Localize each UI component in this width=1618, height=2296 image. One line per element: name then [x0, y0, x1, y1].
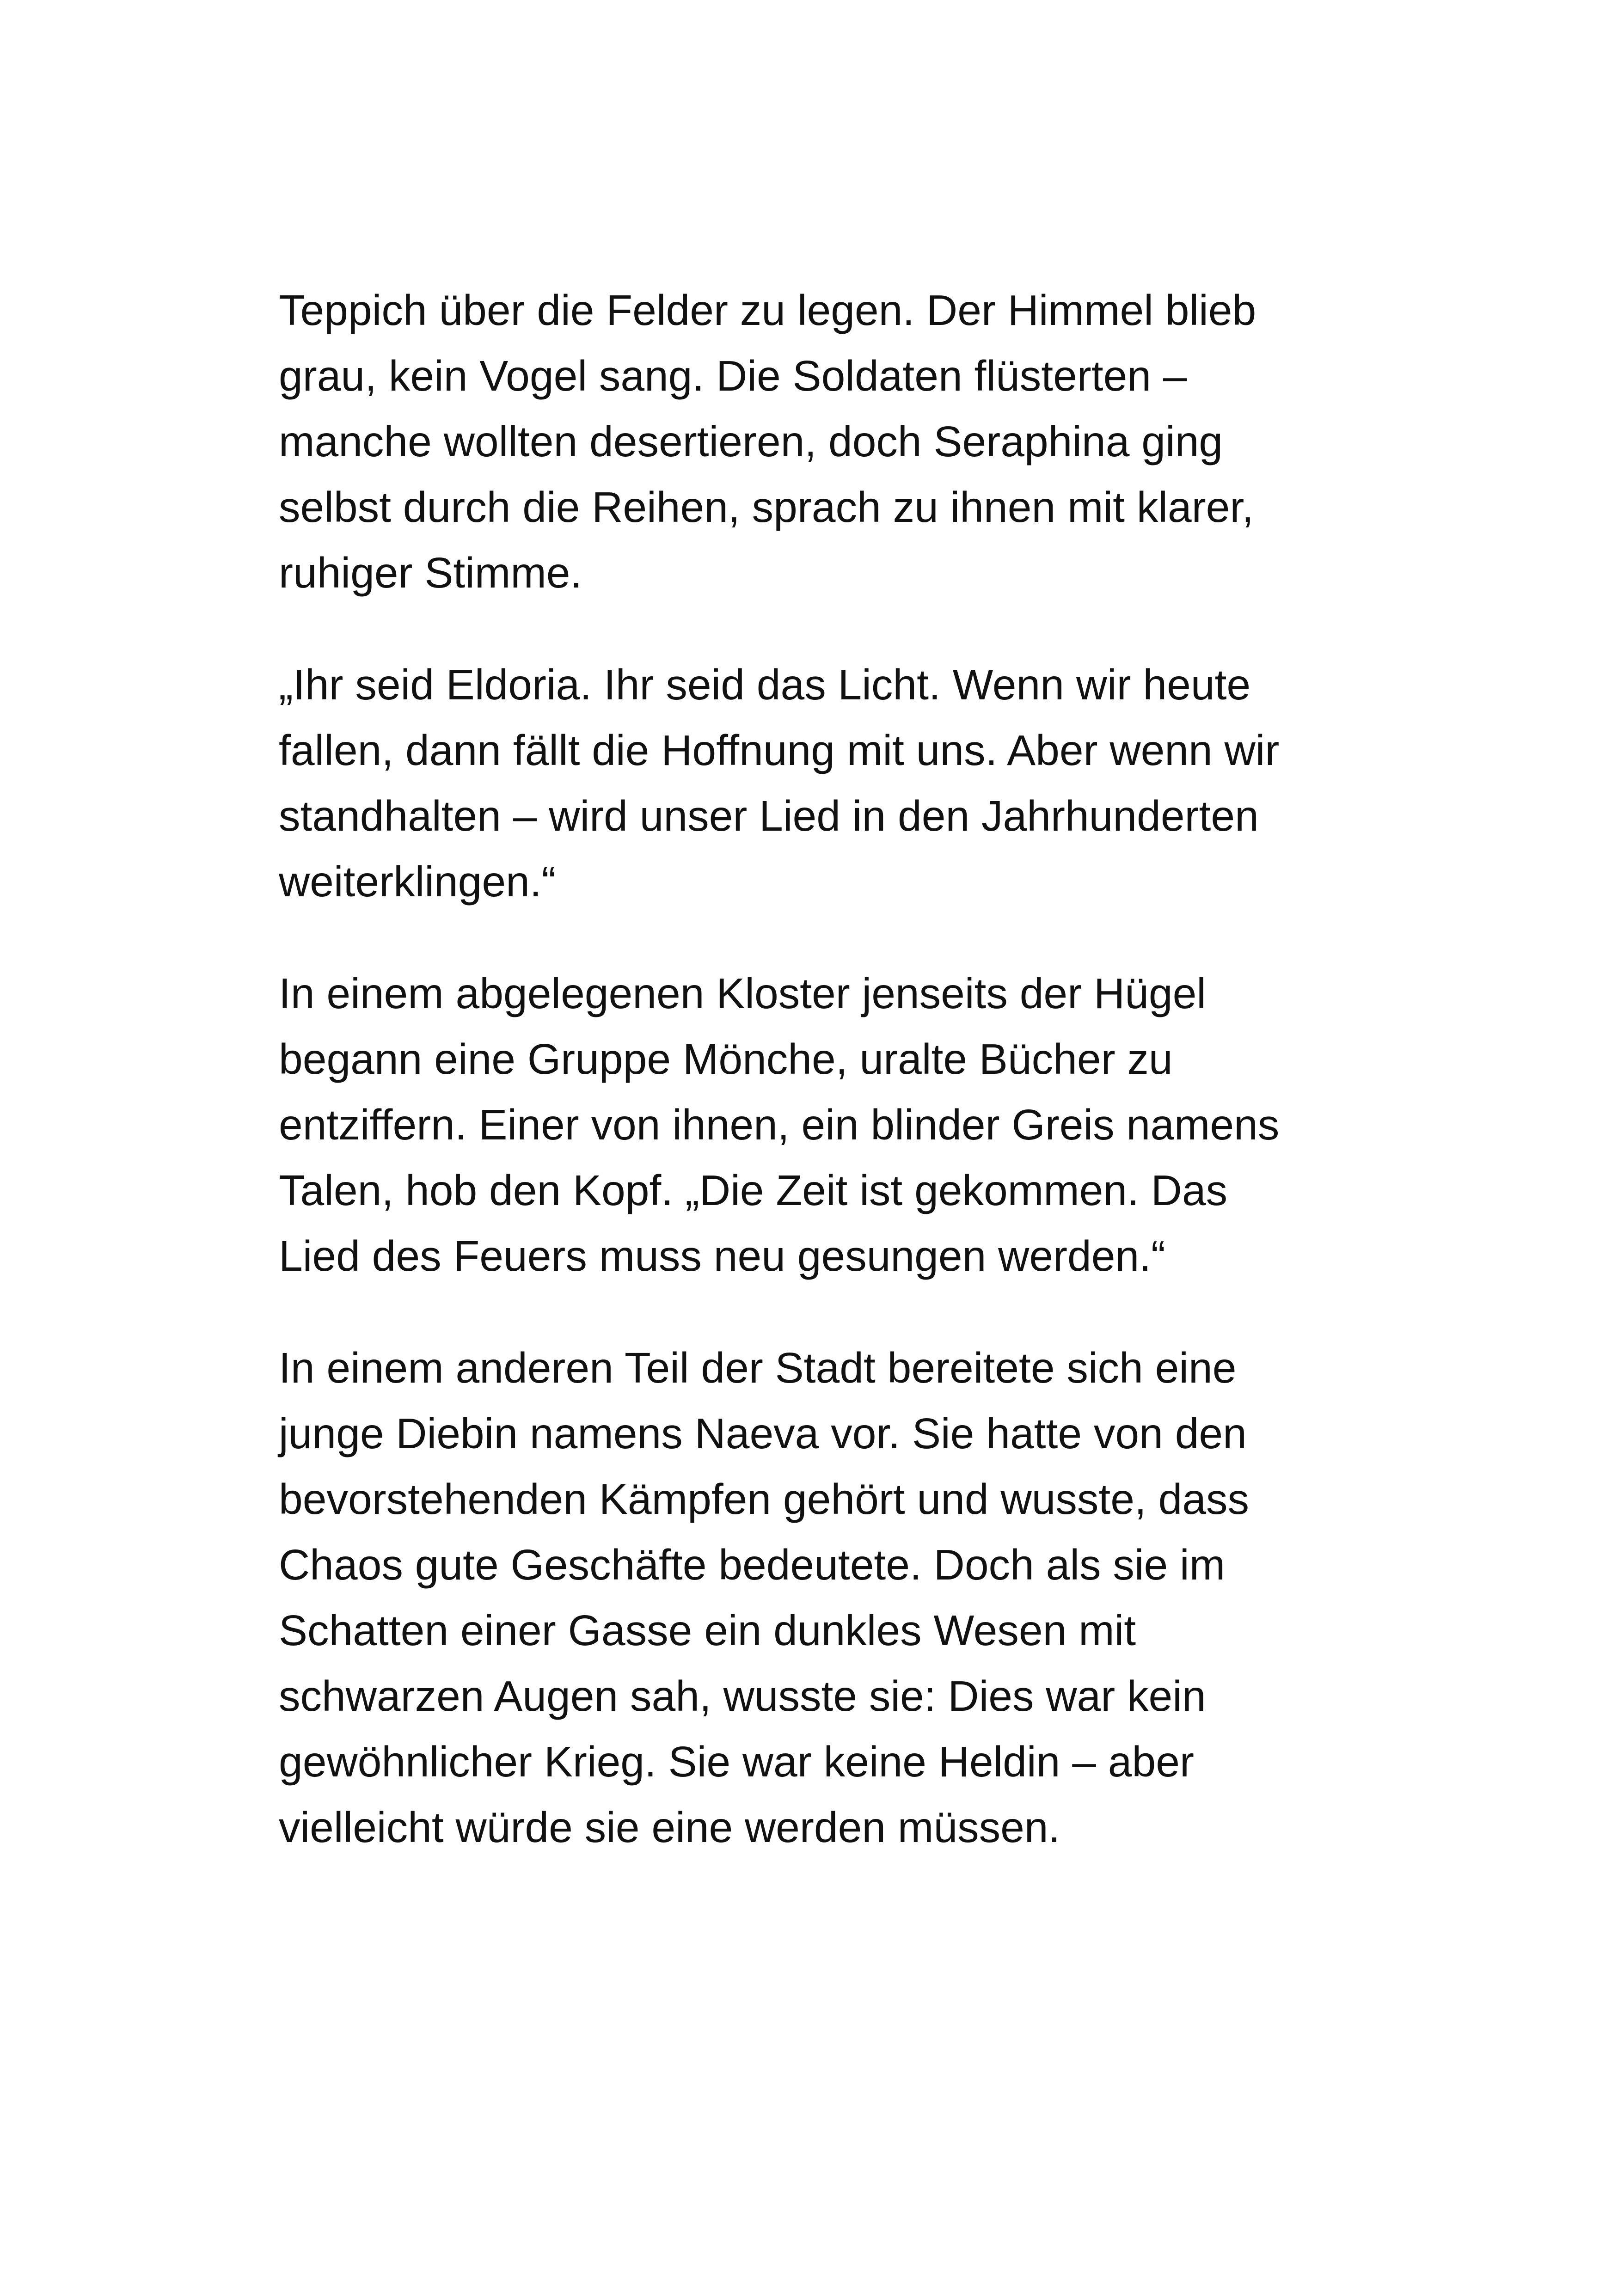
- paragraph: In einem anderen Teil der Stadt bereitete sich eine junge Diebin namens Naeva vor. Sie hatte von den bevorstehenden Kämpfen gehört und wusste, dass Chaos gute Geschäfte bedeutete. Doch als sie im Schatten einer Gasse ein dunkles Wesen mit schwarzen Augen sah, wusste sie: Dies war kein gewöhnlicher Krieg. Sie war keine Heldin – aber vielleicht würde sie eine werden müssen.: [279, 1344, 1250, 1851]
- body-text: [279, 277, 1397, 1860]
- paragraph: „Ihr seid Eldoria. Ihr seid das Licht. Wenn wir heute fallen, dann fällt die Hoffnung mit uns. Aber wenn wir standhalten – wird unser Lied in den Jahrhunderten weiterklingen.“: [279, 661, 1280, 906]
- paragraph: In einem abgelegenen Kloster jenseits der Hügel begann eine Gruppe Mönche, uralte Bücher zu entziffern. Einer von ihnen, ein blinder Greis namens Talen, hob den Kopf. „Die Zeit ist gekommen. Das Lied des Feuers muss neu gesungen werden.“: [279, 969, 1280, 1280]
- paragraph: Teppich über die Felder zu legen. Der Himmel blieb grau, kein Vogel sang. Die Soldaten flüsterten – manche wollten desertieren, doch Seraphina ging selbst durch die Reihen, sprach zu ihnen mit klarer, ruhiger Stimme.: [279, 286, 1256, 597]
